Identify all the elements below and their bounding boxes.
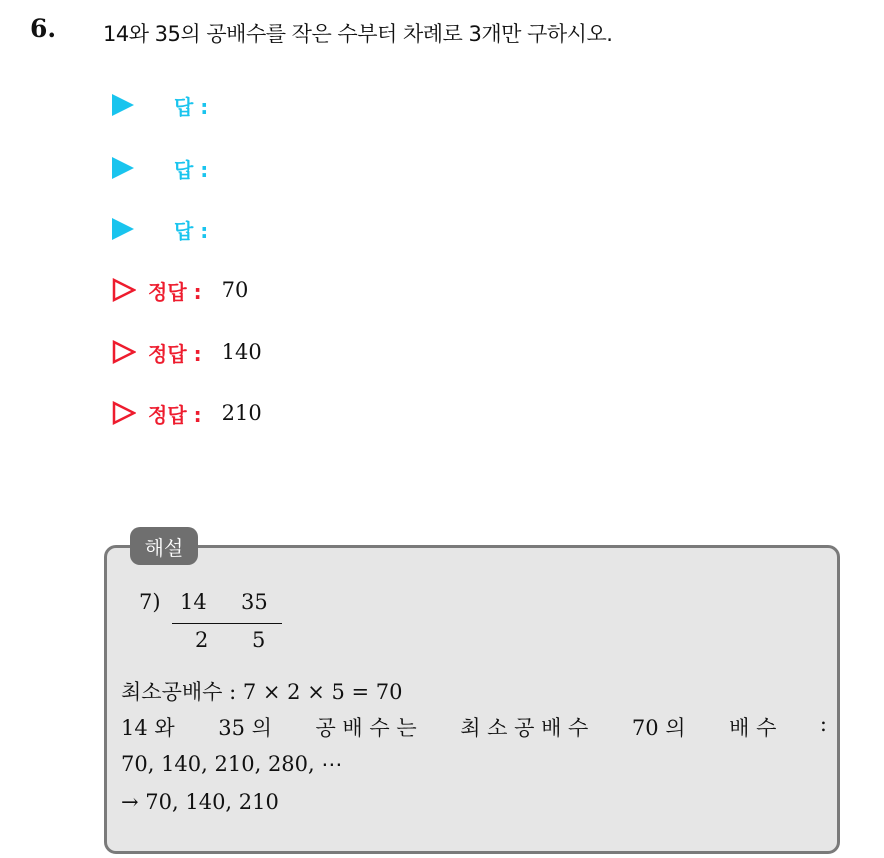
outline-triangle-icon xyxy=(112,278,136,302)
answer-key-row xyxy=(112,275,248,305)
play-triangle-icon xyxy=(112,218,134,240)
division-dividend-b: 35 xyxy=(241,590,268,614)
solution-common-multiple-line xyxy=(121,712,827,742)
solution-word: 최 소 공 배 수 xyxy=(460,716,589,740)
answer-key-value: 210 xyxy=(221,401,262,425)
solution-word: : xyxy=(819,712,827,736)
solution-word: 70 의 xyxy=(631,716,686,740)
answer-row[interactable] xyxy=(112,214,209,244)
solution-word: 공 배 수 는 xyxy=(315,716,417,740)
solution-word: 배 수 xyxy=(729,716,777,740)
answer-key-label: 정답 : xyxy=(148,402,202,427)
answer-label: 답 : xyxy=(174,95,209,119)
question-text: 14와 35의 공배수를 작은 수부터 차례로 3개만 구하시오. xyxy=(103,22,613,46)
division-line xyxy=(172,623,282,624)
play-triangle-icon xyxy=(112,157,134,179)
solution-result-line: → 70, 140, 210 xyxy=(121,790,279,814)
answer-row[interactable] xyxy=(112,90,209,120)
answer-key-row xyxy=(112,398,262,428)
answer-row[interactable] xyxy=(112,153,209,183)
answer-key-value: 70 xyxy=(221,278,249,302)
answer-key-row xyxy=(112,337,262,367)
play-triangle-icon xyxy=(112,94,134,116)
division-dividend-a: 14 xyxy=(180,590,207,614)
solution-tab: 해설 xyxy=(130,527,198,565)
solution-word: 14 와 xyxy=(121,716,175,740)
outline-triangle-icon xyxy=(112,401,136,425)
solution-word: 35 의 xyxy=(218,716,272,740)
division-quotient-a: 2 xyxy=(195,628,209,652)
answer-key-value: 140 xyxy=(221,340,262,364)
division-quotient-b: 5 xyxy=(252,628,266,652)
solution-lcm-line: 최소공배수 : 7 × 2 × 5 = 70 xyxy=(121,680,403,704)
solution-multiples-line: 70, 140, 210, 280, ⋯ xyxy=(121,752,343,776)
division-divisor: 7) xyxy=(139,590,161,614)
answer-label: 답 : xyxy=(174,158,209,182)
outline-triangle-icon xyxy=(112,340,136,364)
answer-key-label: 정답 : xyxy=(148,341,202,366)
question-number: 6. xyxy=(30,14,57,43)
answer-label: 답 : xyxy=(174,219,209,243)
answer-key-label: 정답 : xyxy=(148,279,202,304)
